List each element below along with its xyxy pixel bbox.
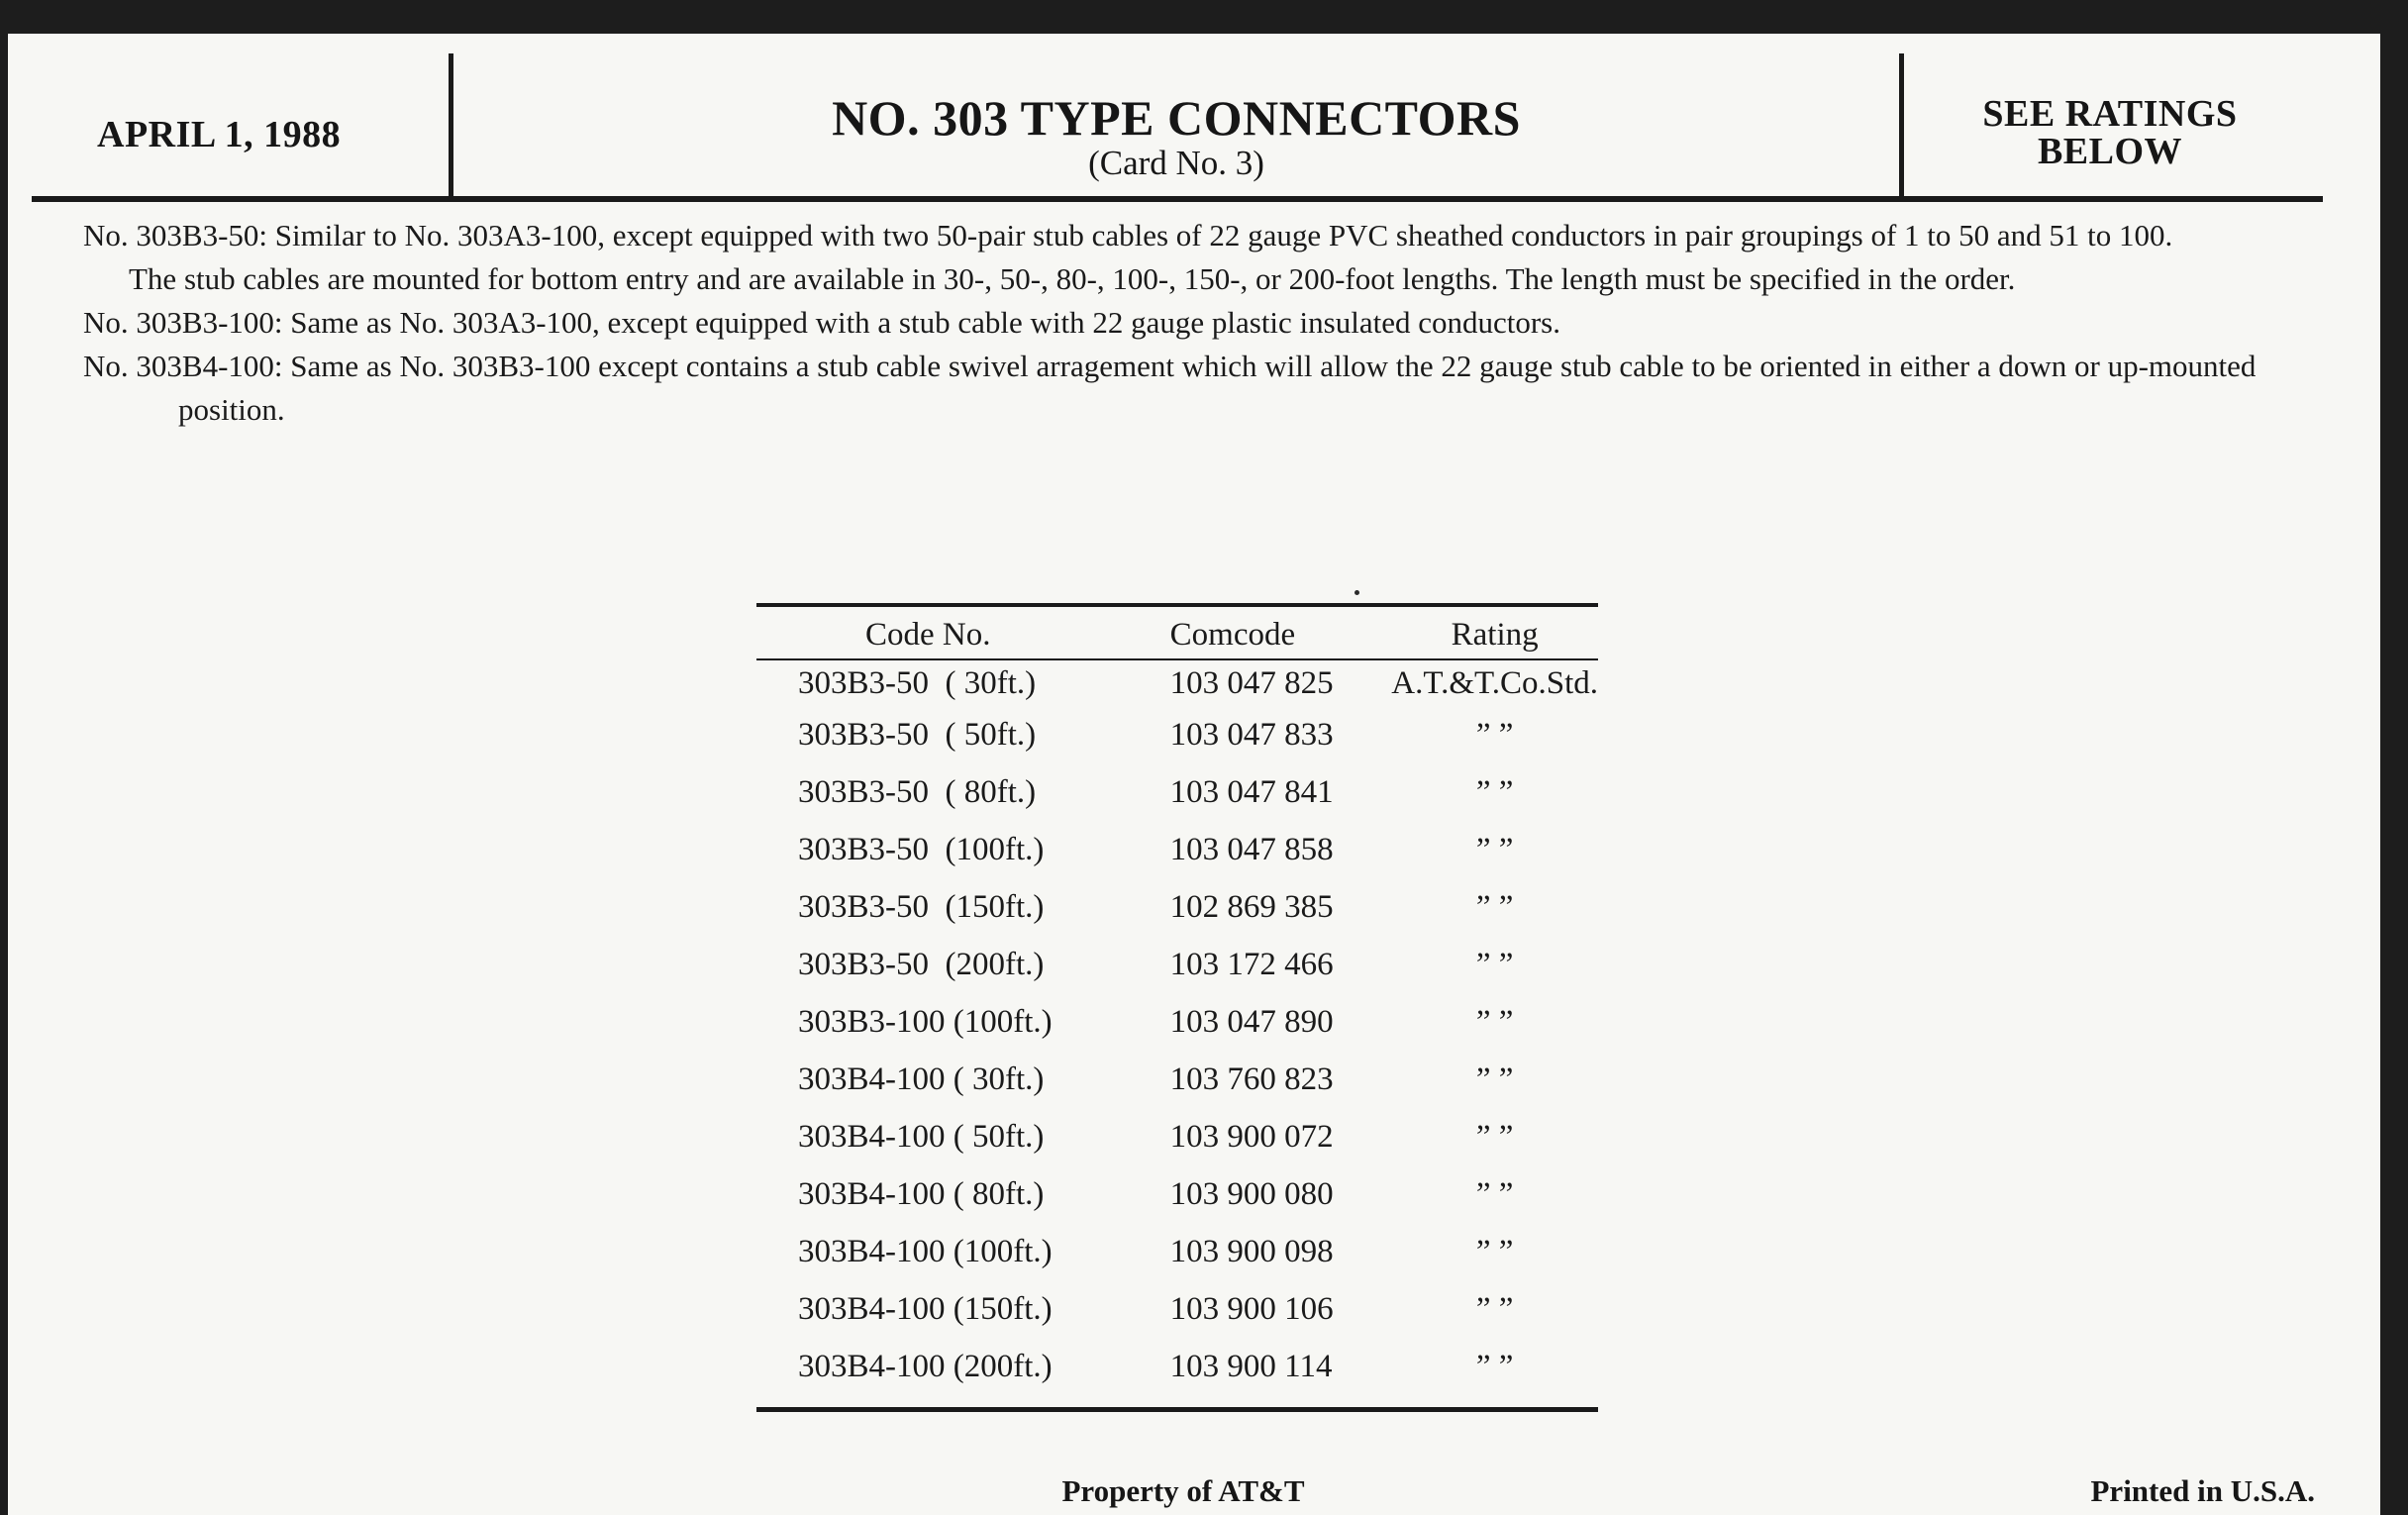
header-divider-left: [449, 53, 453, 198]
comcode-cell: 103 900 106: [1169, 1290, 1334, 1327]
code-cell: 303B3-50 (100ft.): [798, 831, 1045, 867]
code-cell: 303B3-50 ( 80ft.): [798, 773, 1037, 810]
table-row: [756, 1051, 1598, 1108]
table-row: [756, 1108, 1598, 1165]
paragraph-303b3-50: No. 303B3-50: Similar to No. 303A3-100, except equipped with two 50-pair stub cables of 22 gauge PVC sheathed conductors in pair groupings of 1 to 50 and 51 to 100.: [83, 218, 2173, 252]
comcode-cell: 103 760 823: [1169, 1060, 1334, 1097]
table-bottom-rule: [756, 1407, 1598, 1412]
comcode-cell: 103 900 072: [1169, 1118, 1334, 1155]
code-cell: 303B3-100 (100ft.): [798, 1003, 1053, 1040]
code-cell: 303B4-100 ( 80ft.): [798, 1175, 1045, 1212]
rating-cell: ” ”: [1475, 946, 1514, 982]
table-row: [756, 936, 1598, 993]
paragraph-303b4-100: No. 303B4-100: Same as No. 303B3-100 except contains a stub cable swivel arragement which will allow the 22 gauge stub cable to be oriented in either a down or up-mounted position.: [83, 349, 2257, 427]
document-card: [8, 34, 2380, 1515]
comcode-cell: 103 900 114: [1169, 1348, 1333, 1384]
code-cell: 303B4-100 ( 50ft.): [798, 1118, 1045, 1155]
comcode-cell: 103 047 890: [1169, 1003, 1334, 1040]
table-row: [756, 1338, 1598, 1395]
rating-cell: ” ”: [1475, 1290, 1514, 1327]
rating-cell: ” ”: [1475, 1348, 1514, 1384]
print-origin: Printed in U.S.A.: [2090, 1473, 2315, 1508]
code-cell: 303B4-100 (100ft.): [798, 1233, 1053, 1269]
issue-date: APRIL 1, 1988: [97, 114, 342, 155]
comcode-cell: 103 047 858: [1169, 831, 1334, 867]
code-cell: 303B3-50 (200ft.): [798, 946, 1045, 982]
table-row: [756, 1223, 1598, 1280]
comcode-cell: 103 900 080: [1169, 1175, 1334, 1212]
paragraph-303b3-100: No. 303B3-100: Same as No. 303A3-100, except equipped with a stub cable with 22 gauge plastic insulated conductors.: [83, 305, 1560, 340]
rating-cell: ” ”: [1475, 773, 1514, 810]
ratings-note: [1907, 95, 2313, 170]
code-cell: 303B3-50 (150ft.): [798, 888, 1045, 925]
table-row: [756, 1280, 1598, 1338]
rating-cell: A.T.&T.Co.Std.: [1391, 664, 1598, 701]
ownership-notice: Property of AT&T: [1061, 1473, 1305, 1508]
rating-cell: ” ”: [1475, 1003, 1514, 1040]
code-cell: 303B3-50 ( 30ft.): [798, 664, 1037, 701]
document-title: NO. 303 TYPE CONNECTORS: [832, 90, 1521, 146]
rating-cell: ” ”: [1475, 831, 1514, 867]
header-divider-right: [1899, 53, 1904, 198]
ratings-note-line1: SEE RATINGS: [1982, 93, 2238, 135]
table-row: [756, 706, 1598, 763]
comcode-cell: 103 047 833: [1169, 716, 1334, 753]
table-row: [756, 993, 1598, 1051]
comcode-cell: 103 172 466: [1169, 946, 1334, 982]
code-cell: 303B4-100 (200ft.): [798, 1348, 1053, 1384]
table-row: [756, 878, 1598, 936]
comcode-cell: 103 047 825: [1169, 664, 1334, 701]
paragraph-stub-cables: The stub cables are mounted for bottom entry and are available in 30-, 50-, 80-, 100-, 150-, or 200-foot lengths. The length must be specified in the order.: [129, 261, 2016, 296]
code-table: [756, 570, 1598, 1412]
rating-cell: ” ”: [1475, 1175, 1514, 1212]
rating-cell: ” ”: [1475, 888, 1514, 925]
comcode-cell: 102 869 385: [1169, 888, 1334, 925]
rating-cell: ” ”: [1475, 716, 1514, 753]
table-row: [756, 659, 1598, 706]
header-rule: [32, 196, 2323, 202]
comcode-cell: 103 900 098: [1169, 1233, 1334, 1269]
table-row: [756, 763, 1598, 821]
column-header-rating: Rating: [1391, 607, 1598, 659]
table-row: [756, 1165, 1598, 1223]
rating-cell: ” ”: [1475, 1060, 1514, 1097]
table-row: [756, 821, 1598, 878]
column-header-comcode: Comcode: [1170, 607, 1392, 659]
comcode-cell: 103 047 841: [1169, 773, 1334, 810]
ratings-note-line2: BELOW: [2037, 131, 2183, 172]
code-cell: 303B4-100 ( 30ft.): [798, 1060, 1045, 1097]
description-text: [83, 214, 2281, 432]
code-cell: 303B4-100 (150ft.): [798, 1290, 1053, 1327]
column-header-code: Code No.: [756, 607, 1170, 659]
header-title-block: [455, 91, 1897, 182]
table-header-row: [756, 607, 1598, 659]
card-number: (Card No. 3): [1088, 144, 1264, 182]
rating-cell: ” ”: [1475, 1233, 1514, 1269]
code-cell: 303B3-50 ( 50ft.): [798, 716, 1037, 753]
rating-cell: ” ”: [1475, 1118, 1514, 1155]
